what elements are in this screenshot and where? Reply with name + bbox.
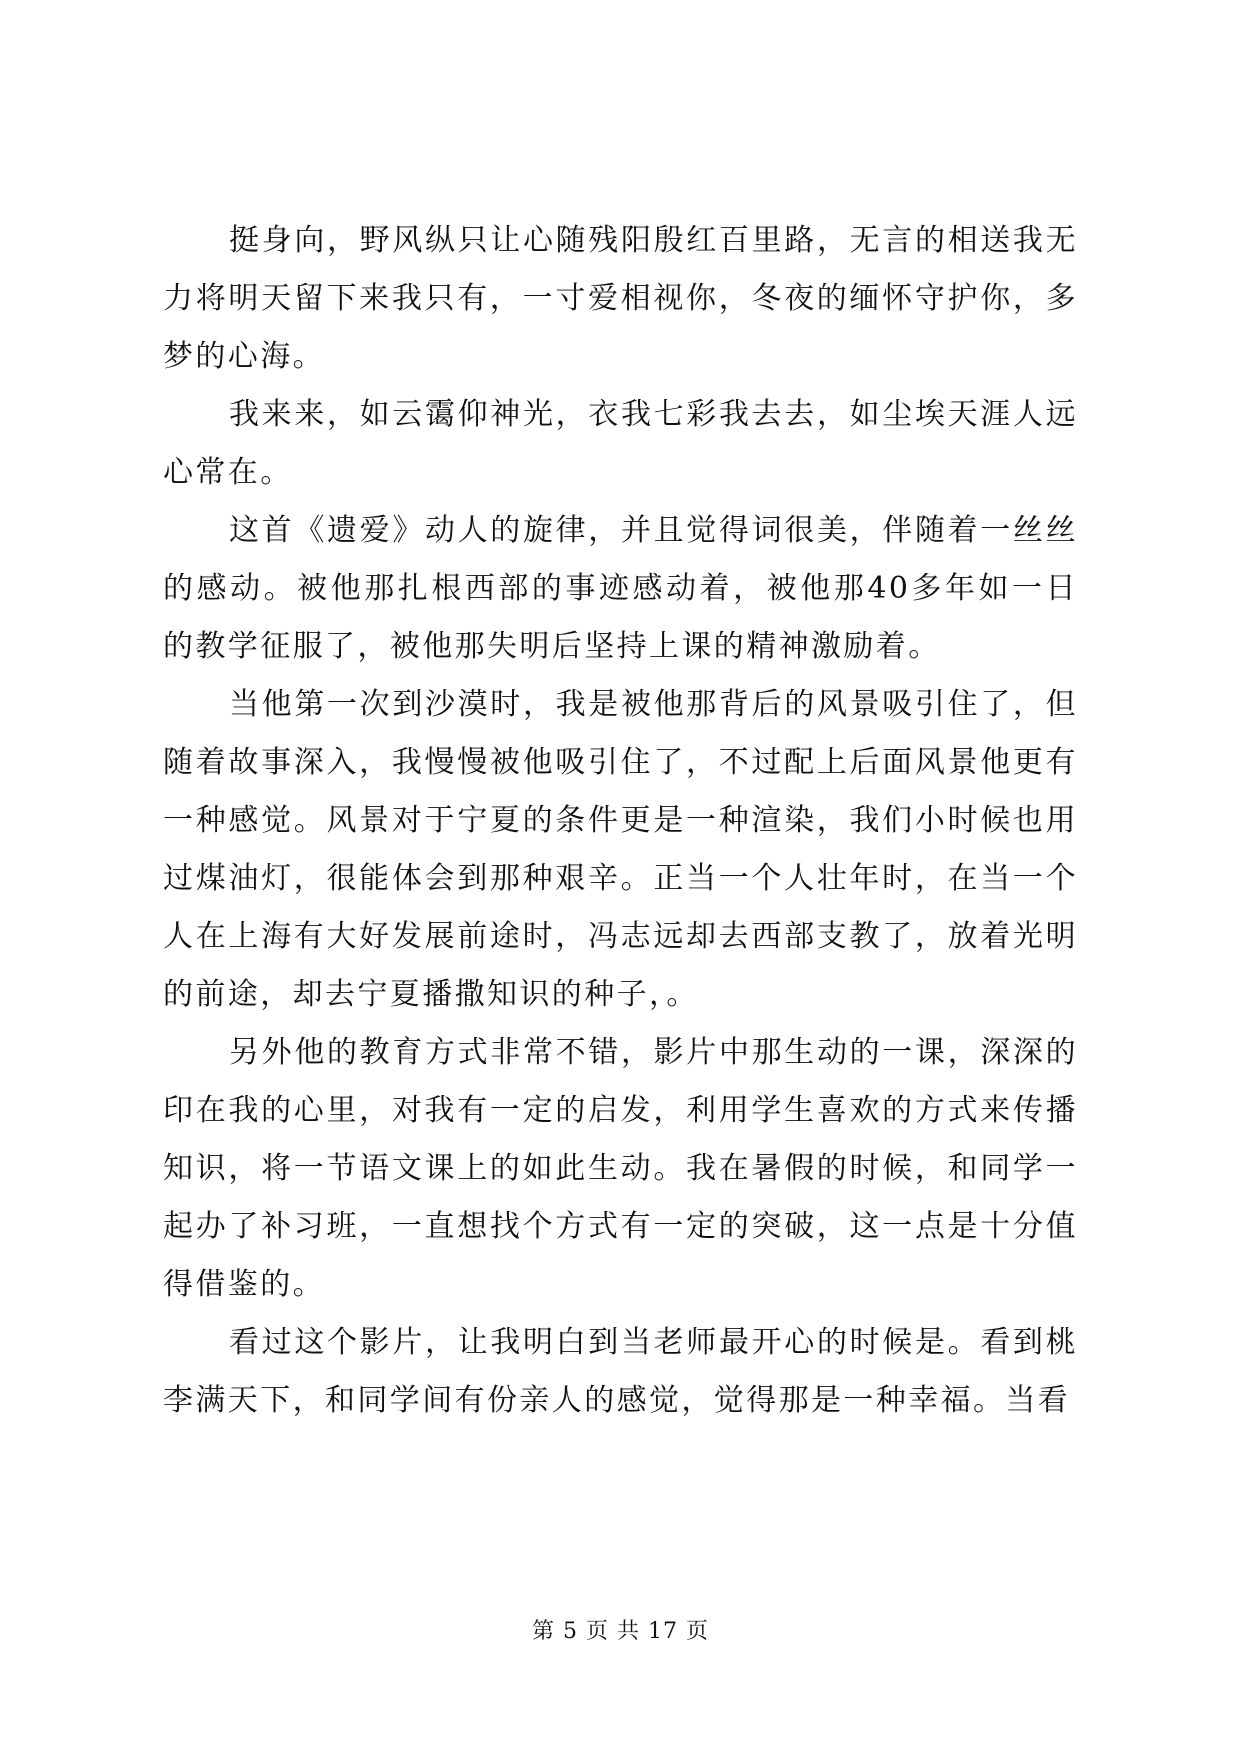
paragraph-3: 这首《遗爱》动人的旋律，并且觉得词很美，伴随着一丝丝的感动。被他那扎根西部的事迹感动着，被他那40多年如一日的教学征服了，被他那失明后坚持上课的精神激励着。: [163, 513, 1078, 664]
paragraph-6: 看过这个影片，让我明白到当老师最开心的时候是。看到桃李满天下，和同学间有份亲人的感觉，觉得那是一种幸福。当看: [163, 1325, 1078, 1418]
paragraph-4: 当他第一次到沙漠时，我是被他那背后的风景吸引住了，但随着故事深入，我慢慢被他吸引住了，不过配上后面风景他更有一种感觉。风景对于宁夏的条件更是一种渲染，我们小时候也用过煤油灯，很能体会到那种艰辛。正当一个人壮年时，在当一个人在上海有大好发展前途时，冯志远却去西部支教了，放着光明的前途，却去宁夏播撒知识的种子，。: [163, 687, 1078, 1012]
document-body: [163, 212, 1078, 1430]
paragraph-5: 另外他的教育方式非常不错，影片中那生动的一课，深深的印在我的心里，对我有一定的启发，利用学生喜欢的方式来传播知识，将一节语文课上的如此生动。我在暑假的时候，和同学一起办了补习班，一直想找个方式有一定的突破，这一点是十分值得借鉴的。: [163, 1035, 1078, 1302]
paragraph-2: 我来来，如云霭仰神光，衣我七彩我去去，如尘埃天涯人远心常在。: [163, 397, 1078, 490]
paragraph-1: 挺身向，野风纵只让心随残阳殷红百里路，无言的相送我无力将明天留下来我只有，一寸爱相视你，冬夜的缅怀守护你，多梦的心海。: [163, 223, 1078, 374]
page-number-footer: 第 5 页 共 17 页: [532, 1619, 709, 1644]
